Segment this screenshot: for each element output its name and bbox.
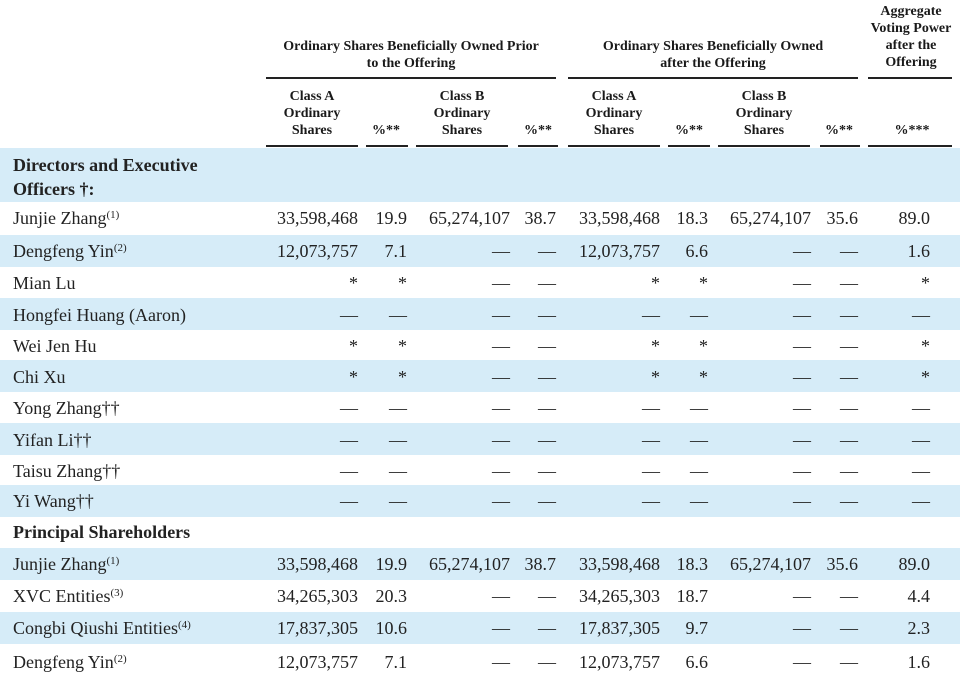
voting-power-pct: — xyxy=(912,491,930,511)
prior-class-a-shares: 12,073,757 xyxy=(277,652,358,672)
holder-name xyxy=(13,652,127,672)
prior-class-b-pct: — xyxy=(538,367,556,387)
footnote-marker: (4) xyxy=(178,619,191,631)
holder-name xyxy=(13,208,119,228)
after-class-b-pct: — xyxy=(840,586,858,606)
after-class-b-shares: — xyxy=(793,461,811,481)
voting-power-pct: 1.6 xyxy=(907,241,930,261)
rule-col-prior-bp xyxy=(518,145,558,147)
holder-name xyxy=(13,398,120,418)
prior-class-b-pct: 38.7 xyxy=(524,208,556,228)
header-prior-offering: Ordinary Shares Beneficially Owned Prior to the Offering xyxy=(283,39,539,71)
prior-class-b-shares: — xyxy=(492,461,510,481)
holder-name xyxy=(13,241,127,261)
prior-class-a-shares: — xyxy=(340,398,358,418)
prior-class-b-shares: — xyxy=(492,652,510,672)
after-class-a-pct: 18.3 xyxy=(676,554,708,574)
after-class-a-pct: * xyxy=(699,367,708,387)
holder-name-text: Congbi Qiushi Entities xyxy=(13,618,179,638)
prior-class-a-pct: 19.9 xyxy=(375,208,407,228)
after-class-a-shares: — xyxy=(642,305,660,325)
footnote-marker: (1) xyxy=(106,209,120,221)
rule-col-prior-a xyxy=(266,145,358,147)
prior-class-b-pct: 38.7 xyxy=(524,554,556,574)
after-class-b-shares: — xyxy=(793,398,811,418)
voting-power-pct: * xyxy=(921,273,930,293)
after-class-b-pct: — xyxy=(840,430,858,450)
holder-name-text: Chi Xu xyxy=(13,367,66,387)
after-class-b-pct: 35.6 xyxy=(826,554,858,574)
rule-col-voting xyxy=(868,145,952,147)
prior-class-a-shares: 12,073,757 xyxy=(277,241,358,261)
voting-power-pct: — xyxy=(912,305,930,325)
col-prior-class-b-pct: %** xyxy=(524,123,552,138)
after-class-b-pct: — xyxy=(840,652,858,672)
section-directors-heading: Directors and Executive Officers †: xyxy=(13,155,198,199)
holder-name-text: Dengfeng Yin xyxy=(13,241,114,261)
after-class-b-shares: — xyxy=(793,491,811,511)
rule-col-prior-b xyxy=(416,145,508,147)
prior-class-b-shares: — xyxy=(492,241,510,261)
prior-class-b-shares: — xyxy=(492,618,510,638)
prior-class-b-pct: — xyxy=(538,336,556,356)
after-class-b-pct: — xyxy=(840,618,858,638)
prior-class-a-shares: 17,837,305 xyxy=(277,618,358,638)
prior-class-b-shares: — xyxy=(492,336,510,356)
voting-power-pct: — xyxy=(912,398,930,418)
after-class-a-pct: — xyxy=(690,491,708,511)
holder-name-text: Junjie Zhang xyxy=(13,554,107,574)
holder-name xyxy=(13,273,76,293)
holder-name xyxy=(13,367,66,387)
prior-class-b-pct: — xyxy=(538,273,556,293)
prior-class-a-pct: 19.9 xyxy=(375,554,407,574)
prior-class-a-pct: — xyxy=(389,430,407,450)
after-class-a-pct: — xyxy=(690,461,708,481)
after-class-a-pct: * xyxy=(699,336,708,356)
prior-class-b-shares: — xyxy=(492,491,510,511)
prior-class-b-shares: — xyxy=(492,367,510,387)
prior-class-b-shares: — xyxy=(492,586,510,606)
col-after-class-b: Class B Ordinary Shares xyxy=(735,89,793,138)
voting-power-pct: — xyxy=(912,430,930,450)
voting-power-pct: — xyxy=(912,461,930,481)
holder-name xyxy=(13,491,94,511)
col-voting-pct: %*** xyxy=(894,123,930,138)
voting-power-pct: 4.4 xyxy=(907,586,930,606)
voting-power-pct: 1.6 xyxy=(907,652,930,672)
prior-class-a-pct: — xyxy=(389,398,407,418)
rule-col-after-b xyxy=(718,145,810,147)
footnote-marker: (3) xyxy=(110,587,124,599)
after-class-b-shares: — xyxy=(793,586,811,606)
after-class-a-shares: 12,073,757 xyxy=(579,652,660,672)
holder-name xyxy=(13,336,97,356)
section-principal-heading: Principal Shareholders xyxy=(13,522,191,542)
holder-name-text: XVC Entities xyxy=(13,586,111,606)
rule-col-after-bp xyxy=(820,145,860,147)
after-class-b-pct: — xyxy=(840,305,858,325)
prior-class-a-shares: * xyxy=(349,336,358,356)
prior-class-b-pct: — xyxy=(538,618,556,638)
col-after-class-b-pct: %** xyxy=(825,123,853,138)
prior-class-a-pct: 7.1 xyxy=(384,241,407,261)
col-after-class-a-pct: %** xyxy=(675,123,703,138)
rule-col-after-a xyxy=(568,145,660,147)
rule-col-after-ap xyxy=(668,145,710,147)
after-class-b-shares: — xyxy=(793,241,811,261)
after-class-a-shares: * xyxy=(651,336,660,356)
footnote-marker: (2) xyxy=(113,242,127,254)
after-class-a-shares: 12,073,757 xyxy=(579,241,660,261)
holder-name xyxy=(13,618,191,638)
prior-class-a-pct: 10.6 xyxy=(375,618,407,638)
voting-power-pct: * xyxy=(921,367,930,387)
prior-class-a-pct: * xyxy=(398,367,407,387)
after-class-b-pct: — xyxy=(840,336,858,356)
after-class-b-pct: — xyxy=(840,273,858,293)
holder-name xyxy=(13,586,123,606)
holder-name-text: Yi Wang†† xyxy=(13,491,94,511)
footnote-marker: (1) xyxy=(106,555,120,567)
after-class-b-shares: — xyxy=(793,273,811,293)
voting-power-pct: 89.0 xyxy=(898,208,930,228)
prior-class-a-pct: 20.3 xyxy=(375,586,407,606)
after-class-a-pct: 6.6 xyxy=(685,652,708,672)
after-class-a-pct: — xyxy=(690,430,708,450)
prior-class-a-shares: 33,598,468 xyxy=(277,208,358,228)
holder-name-text: Hongfei Huang (Aaron) xyxy=(13,305,186,325)
after-class-a-shares: — xyxy=(642,491,660,511)
prior-class-b-shares: 65,274,107 xyxy=(429,554,510,574)
voting-power-pct: 2.3 xyxy=(907,618,930,638)
holder-name xyxy=(13,305,186,325)
after-class-b-pct: — xyxy=(840,491,858,511)
after-class-b-shares: — xyxy=(793,618,811,638)
prior-class-b-shares: — xyxy=(492,430,510,450)
col-prior-class-a: Class A Ordinary Shares xyxy=(283,89,341,138)
after-class-a-pct: — xyxy=(690,398,708,418)
holder-name xyxy=(13,430,92,450)
prior-class-b-pct: — xyxy=(538,430,556,450)
col-prior-class-a-pct: %** xyxy=(372,123,400,138)
after-class-b-pct: — xyxy=(840,241,858,261)
after-class-a-shares: — xyxy=(642,430,660,450)
prior-class-b-pct: — xyxy=(538,461,556,481)
voting-power-pct: 89.0 xyxy=(898,554,930,574)
rule-col-prior-ap xyxy=(366,145,408,147)
prior-class-a-pct: * xyxy=(398,336,407,356)
after-class-b-shares: — xyxy=(793,652,811,672)
after-class-a-pct: * xyxy=(699,273,708,293)
prior-class-b-shares: 65,274,107 xyxy=(429,208,510,228)
after-class-a-pct: 9.7 xyxy=(685,618,708,638)
prior-class-a-pct: — xyxy=(389,461,407,481)
prior-class-b-pct: — xyxy=(538,491,556,511)
after-class-a-pct: 18.7 xyxy=(676,586,708,606)
after-class-a-pct: — xyxy=(690,305,708,325)
prior-class-a-shares: 33,598,468 xyxy=(277,554,358,574)
rule-prior-group xyxy=(266,77,556,79)
holder-name-text: Mian Lu xyxy=(13,273,76,293)
prior-class-b-shares: — xyxy=(492,398,510,418)
footnote-marker: (2) xyxy=(113,653,127,665)
after-class-b-pct: — xyxy=(840,461,858,481)
prior-class-a-pct: — xyxy=(389,491,407,511)
after-class-b-shares: — xyxy=(793,367,811,387)
after-class-b-shares: — xyxy=(793,336,811,356)
prior-class-a-shares: 34,265,303 xyxy=(277,586,358,606)
voting-power-pct: * xyxy=(921,336,930,356)
col-after-class-a: Class A Ordinary Shares xyxy=(585,89,643,138)
holder-name-text: Dengfeng Yin xyxy=(13,652,114,672)
prior-class-b-pct: — xyxy=(538,398,556,418)
holder-name-text: Yong Zhang†† xyxy=(13,398,120,418)
after-class-b-shares: 65,274,107 xyxy=(730,554,811,574)
prior-class-a-shares: — xyxy=(340,461,358,481)
holder-name xyxy=(13,461,120,481)
after-class-a-shares: — xyxy=(642,398,660,418)
prior-class-a-shares: — xyxy=(340,305,358,325)
after-class-a-shares: * xyxy=(651,273,660,293)
holder-name-text: Junjie Zhang xyxy=(13,208,107,228)
header-after-offering: Ordinary Shares Beneficially Owned after the Offering xyxy=(602,39,824,71)
prior-class-b-pct: — xyxy=(538,305,556,325)
after-class-a-shares: 17,837,305 xyxy=(579,618,660,638)
holder-name xyxy=(13,554,119,574)
after-class-b-shares: — xyxy=(793,305,811,325)
rule-after-group xyxy=(568,77,858,79)
after-class-a-shares: 33,598,468 xyxy=(579,208,660,228)
prior-class-b-shares: — xyxy=(492,305,510,325)
after-class-b-pct: 35.6 xyxy=(826,208,858,228)
after-class-b-shares: — xyxy=(793,430,811,450)
after-class-a-pct: 18.3 xyxy=(676,208,708,228)
prior-class-b-shares: — xyxy=(492,273,510,293)
col-prior-class-b: Class B Ordinary Shares xyxy=(433,89,491,138)
prior-class-a-shares: * xyxy=(349,273,358,293)
prior-class-a-shares: — xyxy=(340,430,358,450)
after-class-a-shares: * xyxy=(651,367,660,387)
holder-name-text: Taisu Zhang†† xyxy=(13,461,121,481)
after-class-b-pct: — xyxy=(840,398,858,418)
holder-name-text: Yifan Li†† xyxy=(13,430,92,450)
after-class-b-pct: — xyxy=(840,367,858,387)
prior-class-a-shares: * xyxy=(349,367,358,387)
prior-class-a-shares: — xyxy=(340,491,358,511)
after-class-a-shares: — xyxy=(642,461,660,481)
prior-class-b-pct: — xyxy=(538,586,556,606)
holder-name-text: Wei Jen Hu xyxy=(13,336,97,356)
after-class-a-pct: 6.6 xyxy=(685,241,708,261)
after-class-a-shares: 34,265,303 xyxy=(579,586,660,606)
prior-class-a-pct: — xyxy=(389,305,407,325)
prior-class-a-pct: 7.1 xyxy=(384,652,407,672)
prior-class-b-pct: — xyxy=(538,241,556,261)
header-aggregate-voting: Aggregate Voting Power after the Offering xyxy=(870,4,952,70)
after-class-b-shares: 65,274,107 xyxy=(730,208,811,228)
rule-voting-group xyxy=(868,77,952,79)
after-class-a-shares: 33,598,468 xyxy=(579,554,660,574)
prior-class-a-pct: * xyxy=(398,273,407,293)
prior-class-b-pct: — xyxy=(538,652,556,672)
